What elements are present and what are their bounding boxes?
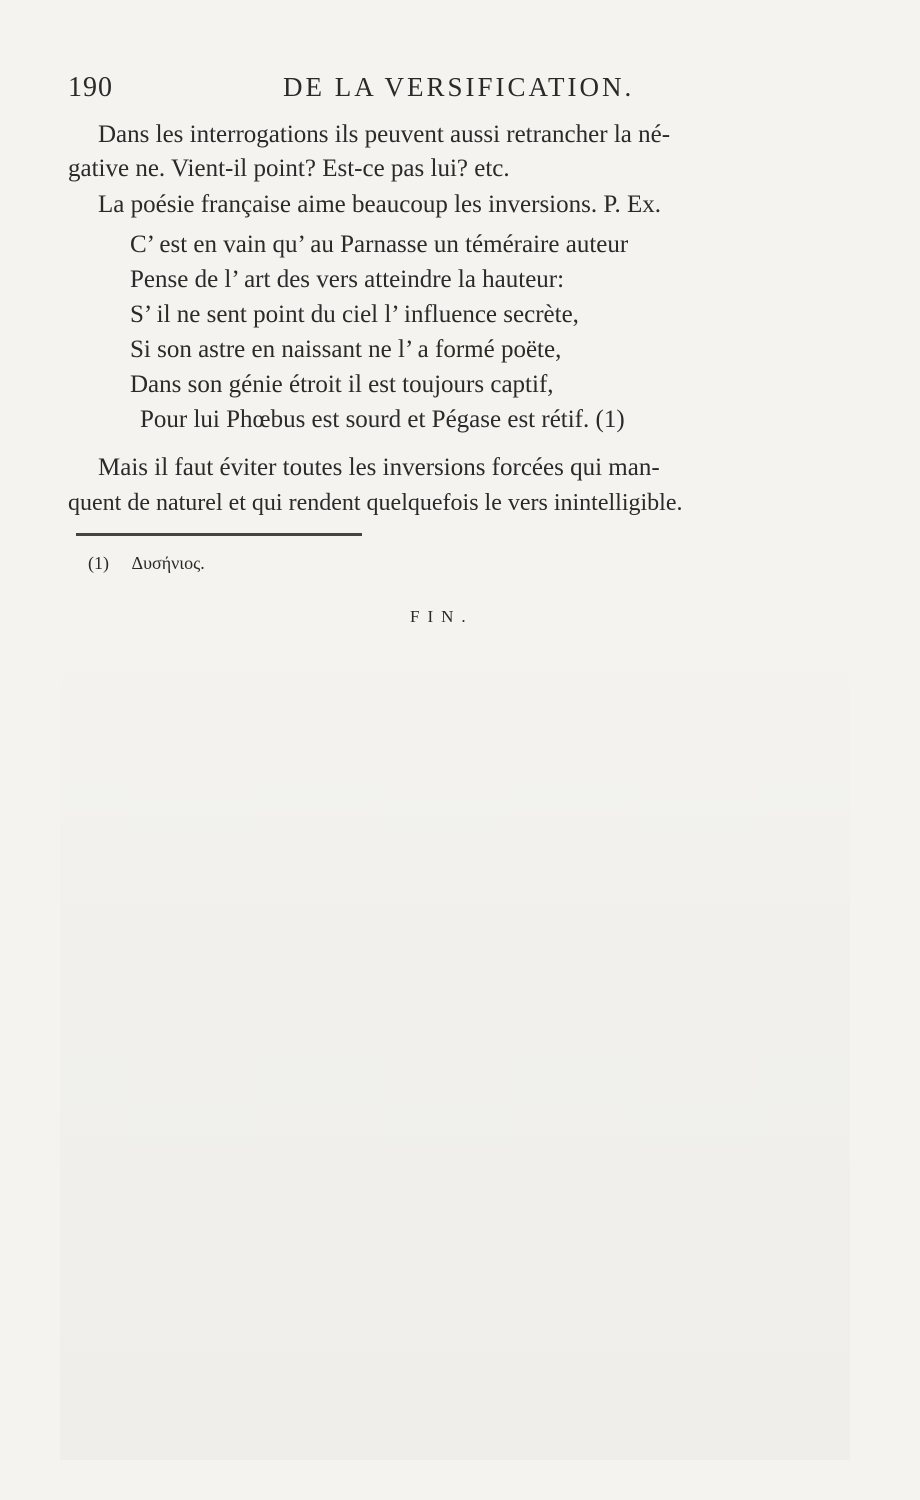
text-line: quent de naturel et qui rendent quelquefois le vers inintelligible. <box>68 490 683 516</box>
verse-line: Dans son génie étroit il est toujours captif, <box>130 371 554 398</box>
page-header <box>68 72 812 112</box>
verse-line: Si son astre en naissant ne l’ a formé poëte, <box>130 336 562 363</box>
verse-line: Pense de l’ art des vers atteindre la hauteur: <box>130 266 565 293</box>
text-line: Mais il faut éviter toutes les inversions forcées qui man- <box>98 454 660 481</box>
text-line: Dans les interrogations ils peuvent aussi retrancher la né- <box>98 121 671 148</box>
text-line: gative ne. Vient-il point? Est-ce pas lui? etc. <box>68 155 510 182</box>
show-through-from-reverse <box>60 640 850 1460</box>
running-title: DE LA VERSIFICATION. <box>283 72 635 102</box>
end-mark: FIN. <box>410 607 474 626</box>
page-number: 190 <box>68 72 113 103</box>
footnote-marker: (1) <box>88 553 109 573</box>
verse-line: Pour lui Phœbus est sourd et Pégase est rétif. (1) <box>140 406 625 433</box>
footnote <box>88 553 205 574</box>
verse-line: C’ est en vain qu’ au Parnasse un téméraire auteur <box>130 231 629 258</box>
footnote-text: Δυσήνιος. <box>131 553 205 573</box>
footnote-rule <box>76 533 362 536</box>
verse-line: S’ il ne sent point du ciel l’ influence secrète, <box>130 301 579 328</box>
text-line: La poésie française aime beaucoup les inversions. P. Ex. <box>98 191 662 218</box>
